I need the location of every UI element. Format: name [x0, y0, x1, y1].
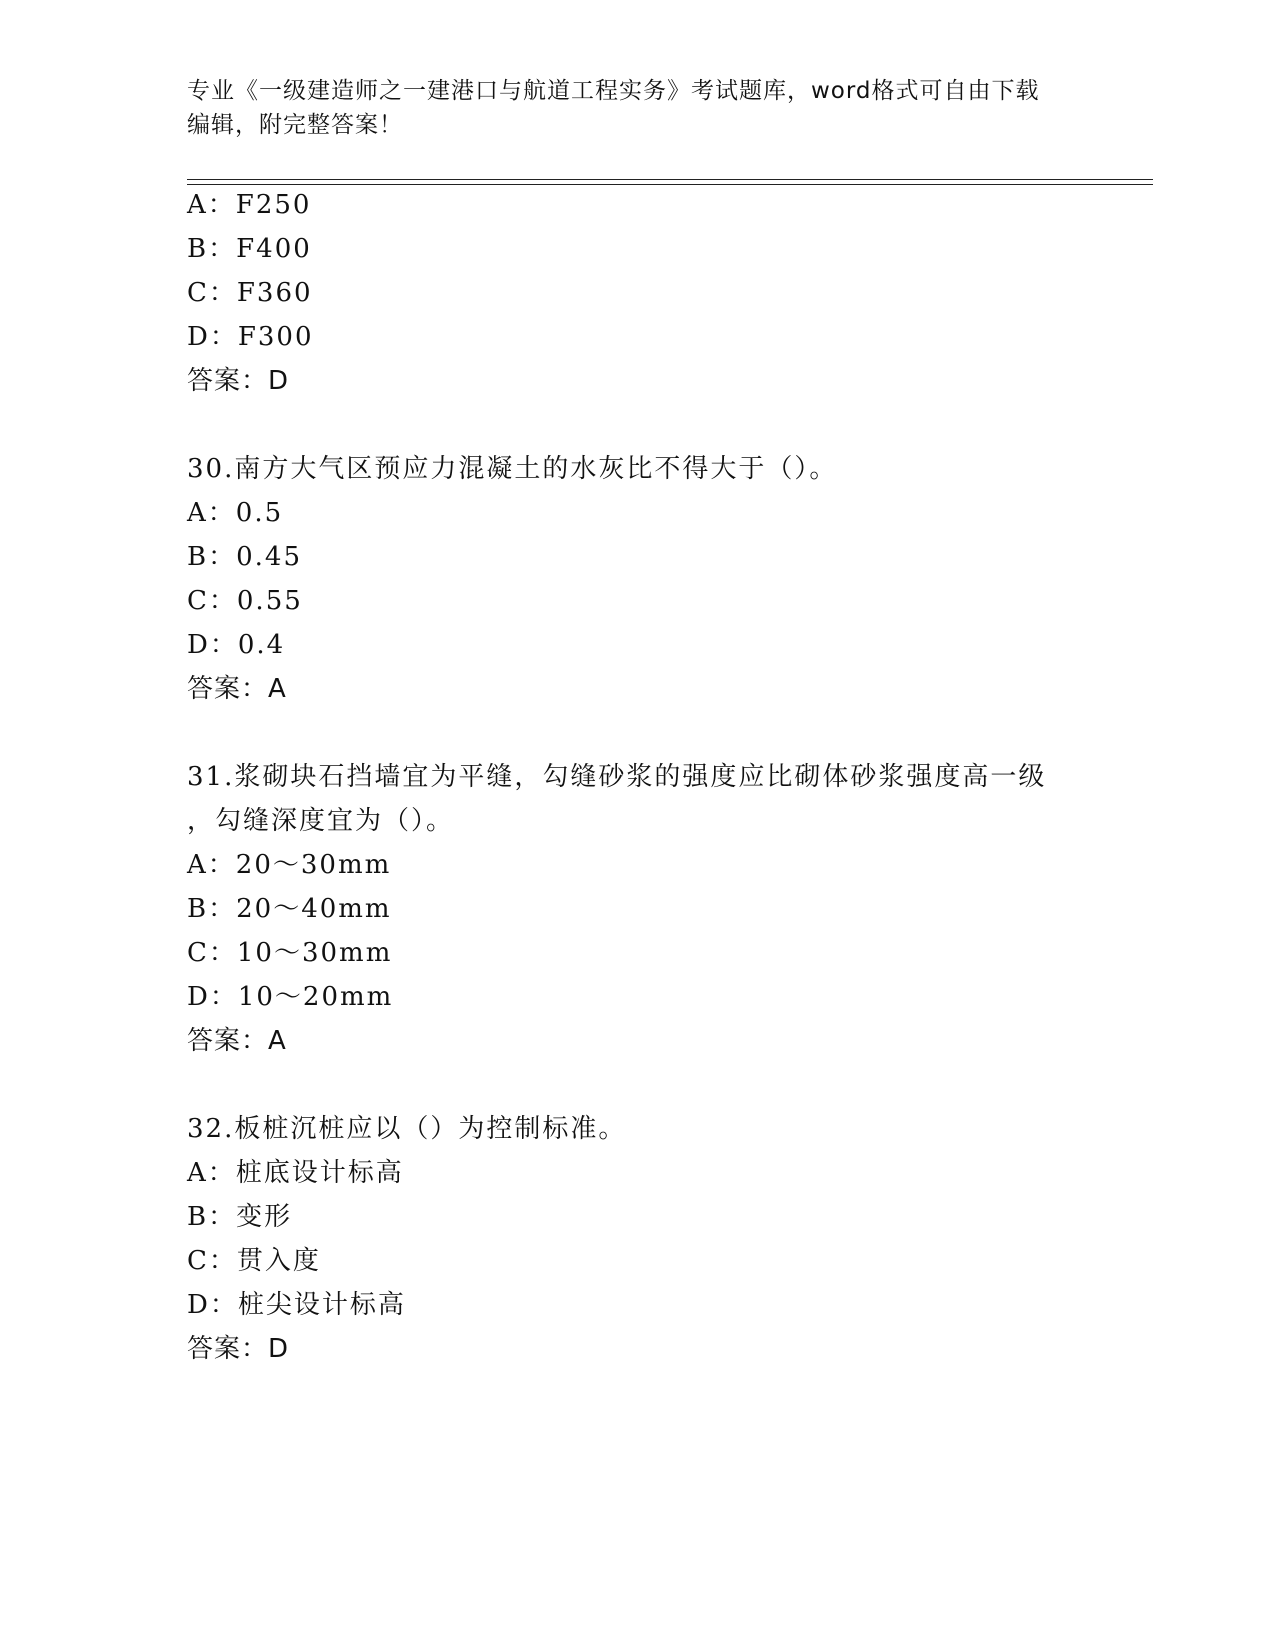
q32-answer: 答案：D [187, 1334, 290, 1364]
q29-answer: 答案：D [187, 366, 290, 396]
document-header [187, 74, 1087, 142]
header-divider-top [187, 179, 1153, 180]
q29-option-b: B：F400 [187, 234, 312, 264]
q31-question-line-2: ，勾缝深度宜为（）。 [187, 806, 455, 836]
q32-option-b: B：变形 [187, 1202, 293, 1232]
q31-option-c: C：10～30mm [187, 938, 393, 968]
q29-option-a: A：F250 [187, 190, 312, 220]
q29-option-c: C：F360 [187, 278, 313, 308]
header-line-2: 编辑，附完整答案！ [187, 112, 403, 138]
q32-question: 32.板桩沉桩应以（）为控制标准。 [187, 1114, 627, 1144]
q31-question-line-1: 31.浆砌块石挡墙宜为平缝，勾缝砂浆的强度应比砌体砂浆强度高一级 [187, 762, 1047, 792]
q31-option-d: D：10～20mm [187, 982, 394, 1012]
q31-option-b: B：20～40mm [187, 894, 392, 924]
header-divider-bottom [187, 184, 1153, 185]
q31-option-a: A：20～30mm [187, 850, 392, 880]
q31-answer: 答案：A [187, 1026, 287, 1056]
q32-option-c: C：贯入度 [187, 1246, 321, 1276]
q30-option-d: D：0.4 [187, 630, 286, 660]
q30-question: 30.南方大气区预应力混凝土的水灰比不得大于（）。 [187, 454, 838, 484]
q30-option-a: A：0.5 [187, 498, 284, 528]
q32-option-d: D：桩尖设计标高 [187, 1290, 406, 1320]
q30-option-b: B：0.45 [187, 542, 302, 572]
q30-option-c: C：0.55 [187, 586, 303, 616]
q29-option-d: D：F300 [187, 322, 314, 352]
header-line-1: 专业《一级建造师之一建港口与航道工程实务》考试题库，word格式可自由下载 [187, 78, 1040, 104]
q30-answer: 答案：A [187, 674, 287, 704]
q32-option-a: A：桩底设计标高 [187, 1158, 404, 1188]
